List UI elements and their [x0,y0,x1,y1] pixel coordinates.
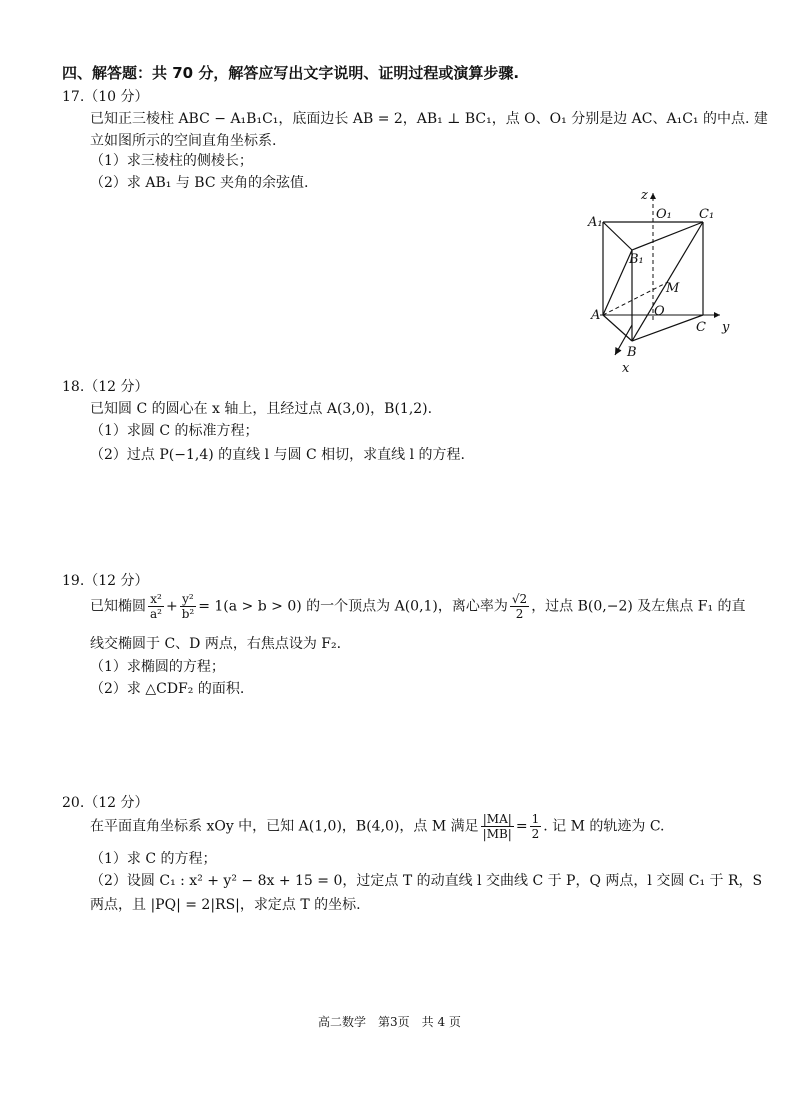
q19-stem-line-2: 线交椭圆于 C、D 两点，右焦点设为 F₂. [90,636,342,652]
q17-stem-line-2: 立如图所示的空间直角坐标系. [90,133,277,149]
q18-part-2: （2）过点 P(−1,4) 的直线 l 与圆 C 相切，求直线 l 的方程. [90,447,465,463]
q20-frac-ratio: $\frac{|MA|}{|MB|}$ [482,812,512,841]
label-b1: B₁ [629,252,644,267]
label-a1: A₁ [588,215,603,230]
q19-part-2: （2）求 △CDF₂ 的面积. [90,681,245,697]
prism-figure [580,185,740,380]
q20-part-2: （2）设圆 C₁ : x² + y² − 8x + 15 = 0，过定点 T 的动直线 l 交曲线 C 于 P，Q 两点，l 交圆 C₁ 于 R，S [90,873,763,889]
label-a: A [591,308,601,323]
page-footer: 高二数学 第3页 共 4 页 [318,1015,461,1029]
q18-heading: 18.（12 分） [62,379,149,395]
q17-part-2: （2）求 AB₁ 与 BC 夹角的余弦值. [90,175,309,191]
q19-part-1: （1）求椭圆的方程； [90,659,225,675]
section-title: 四、解答题：共 70 分，解答应写出文字说明、证明过程或演算步骤. [62,64,520,82]
q19-stem-pre: 已知椭圆 [90,598,146,615]
q19-stem-mid: = 1(a > b > 0) 的一个顶点为 A(0,1)，离心率为 [198,598,508,615]
q20-part-1: （1）求 C 的方程； [90,851,217,867]
q19-stem-line-1: 已知椭圆 $\frac{\text{x²}}{\text{a²}}$ + $\frac{\text{y²}}{\text{b²}}$ = 1(a > b > 0) 的一个顶点为 A(0,1)，离心率为 $\frac{√2}{2}$ ，过点 B(0,−2) 及左焦点 F₁ 的直 [90,592,746,621]
q17-part-1: （1）求三棱柱的侧棱长； [90,153,253,169]
label-o: O [654,304,665,319]
edge-ab [603,315,632,341]
q19-frac-ecc: $\frac{√2}{2}$ [511,592,528,621]
q20-heading: 20.（12 分） [62,795,149,811]
q20-frac-half: $\frac{1}{2}$ [531,812,540,841]
q19-frac-y: $\frac{\text{y²}}{\text{b²}}$ [181,592,195,621]
segment-ab1 [603,250,632,315]
edge-a1b1 [603,222,632,250]
label-o1: O₁ [656,207,672,222]
q19-heading: 19.（12 分） [62,573,149,589]
q20-stem: 在平面直角坐标系 xOy 中，已知 A(1,0)，B(4,0)，点 M 满足 $\frac{|MA|}{|MB|}$ = $\frac{1}{2}$ . 记 M 的轨迹为 C. [90,812,665,841]
label-z: z [641,188,648,203]
q18-stem: 已知圆 C 的圆心在 x 轴上，且经过点 A(3,0)，B(1,2). [90,401,433,417]
q20-part-2-cont: 两点，且 |PQ| = 2|RS|，求定点 T 的坐标. [90,897,361,913]
edge-b1c1 [632,222,703,250]
label-c1: C₁ [699,207,715,222]
q17-heading: 17.（10 分） [62,89,149,105]
label-c: C [696,320,706,335]
label-m: M [666,281,680,296]
q18-part-1: （1）求圆 C 的标准方程； [90,423,259,439]
q19-frac-x: $\frac{\text{x²}}{\text{a²}}$ [150,592,162,621]
q17-stem-line-1: 已知正三棱柱 ABC − A₁B₁C₁，底面边长 AB = 2，AB₁ ⊥ BC₁，点 O、O₁ 分别是边 AC、A₁C₁ 的中点. 建 [90,111,768,127]
label-x: x [622,361,630,376]
label-b: B [627,345,637,360]
label-y: y [722,320,730,335]
edge-bc [632,315,703,341]
q19-stem-post: ，过点 B(0,−2) 及左焦点 F₁ 的直 [531,598,746,615]
